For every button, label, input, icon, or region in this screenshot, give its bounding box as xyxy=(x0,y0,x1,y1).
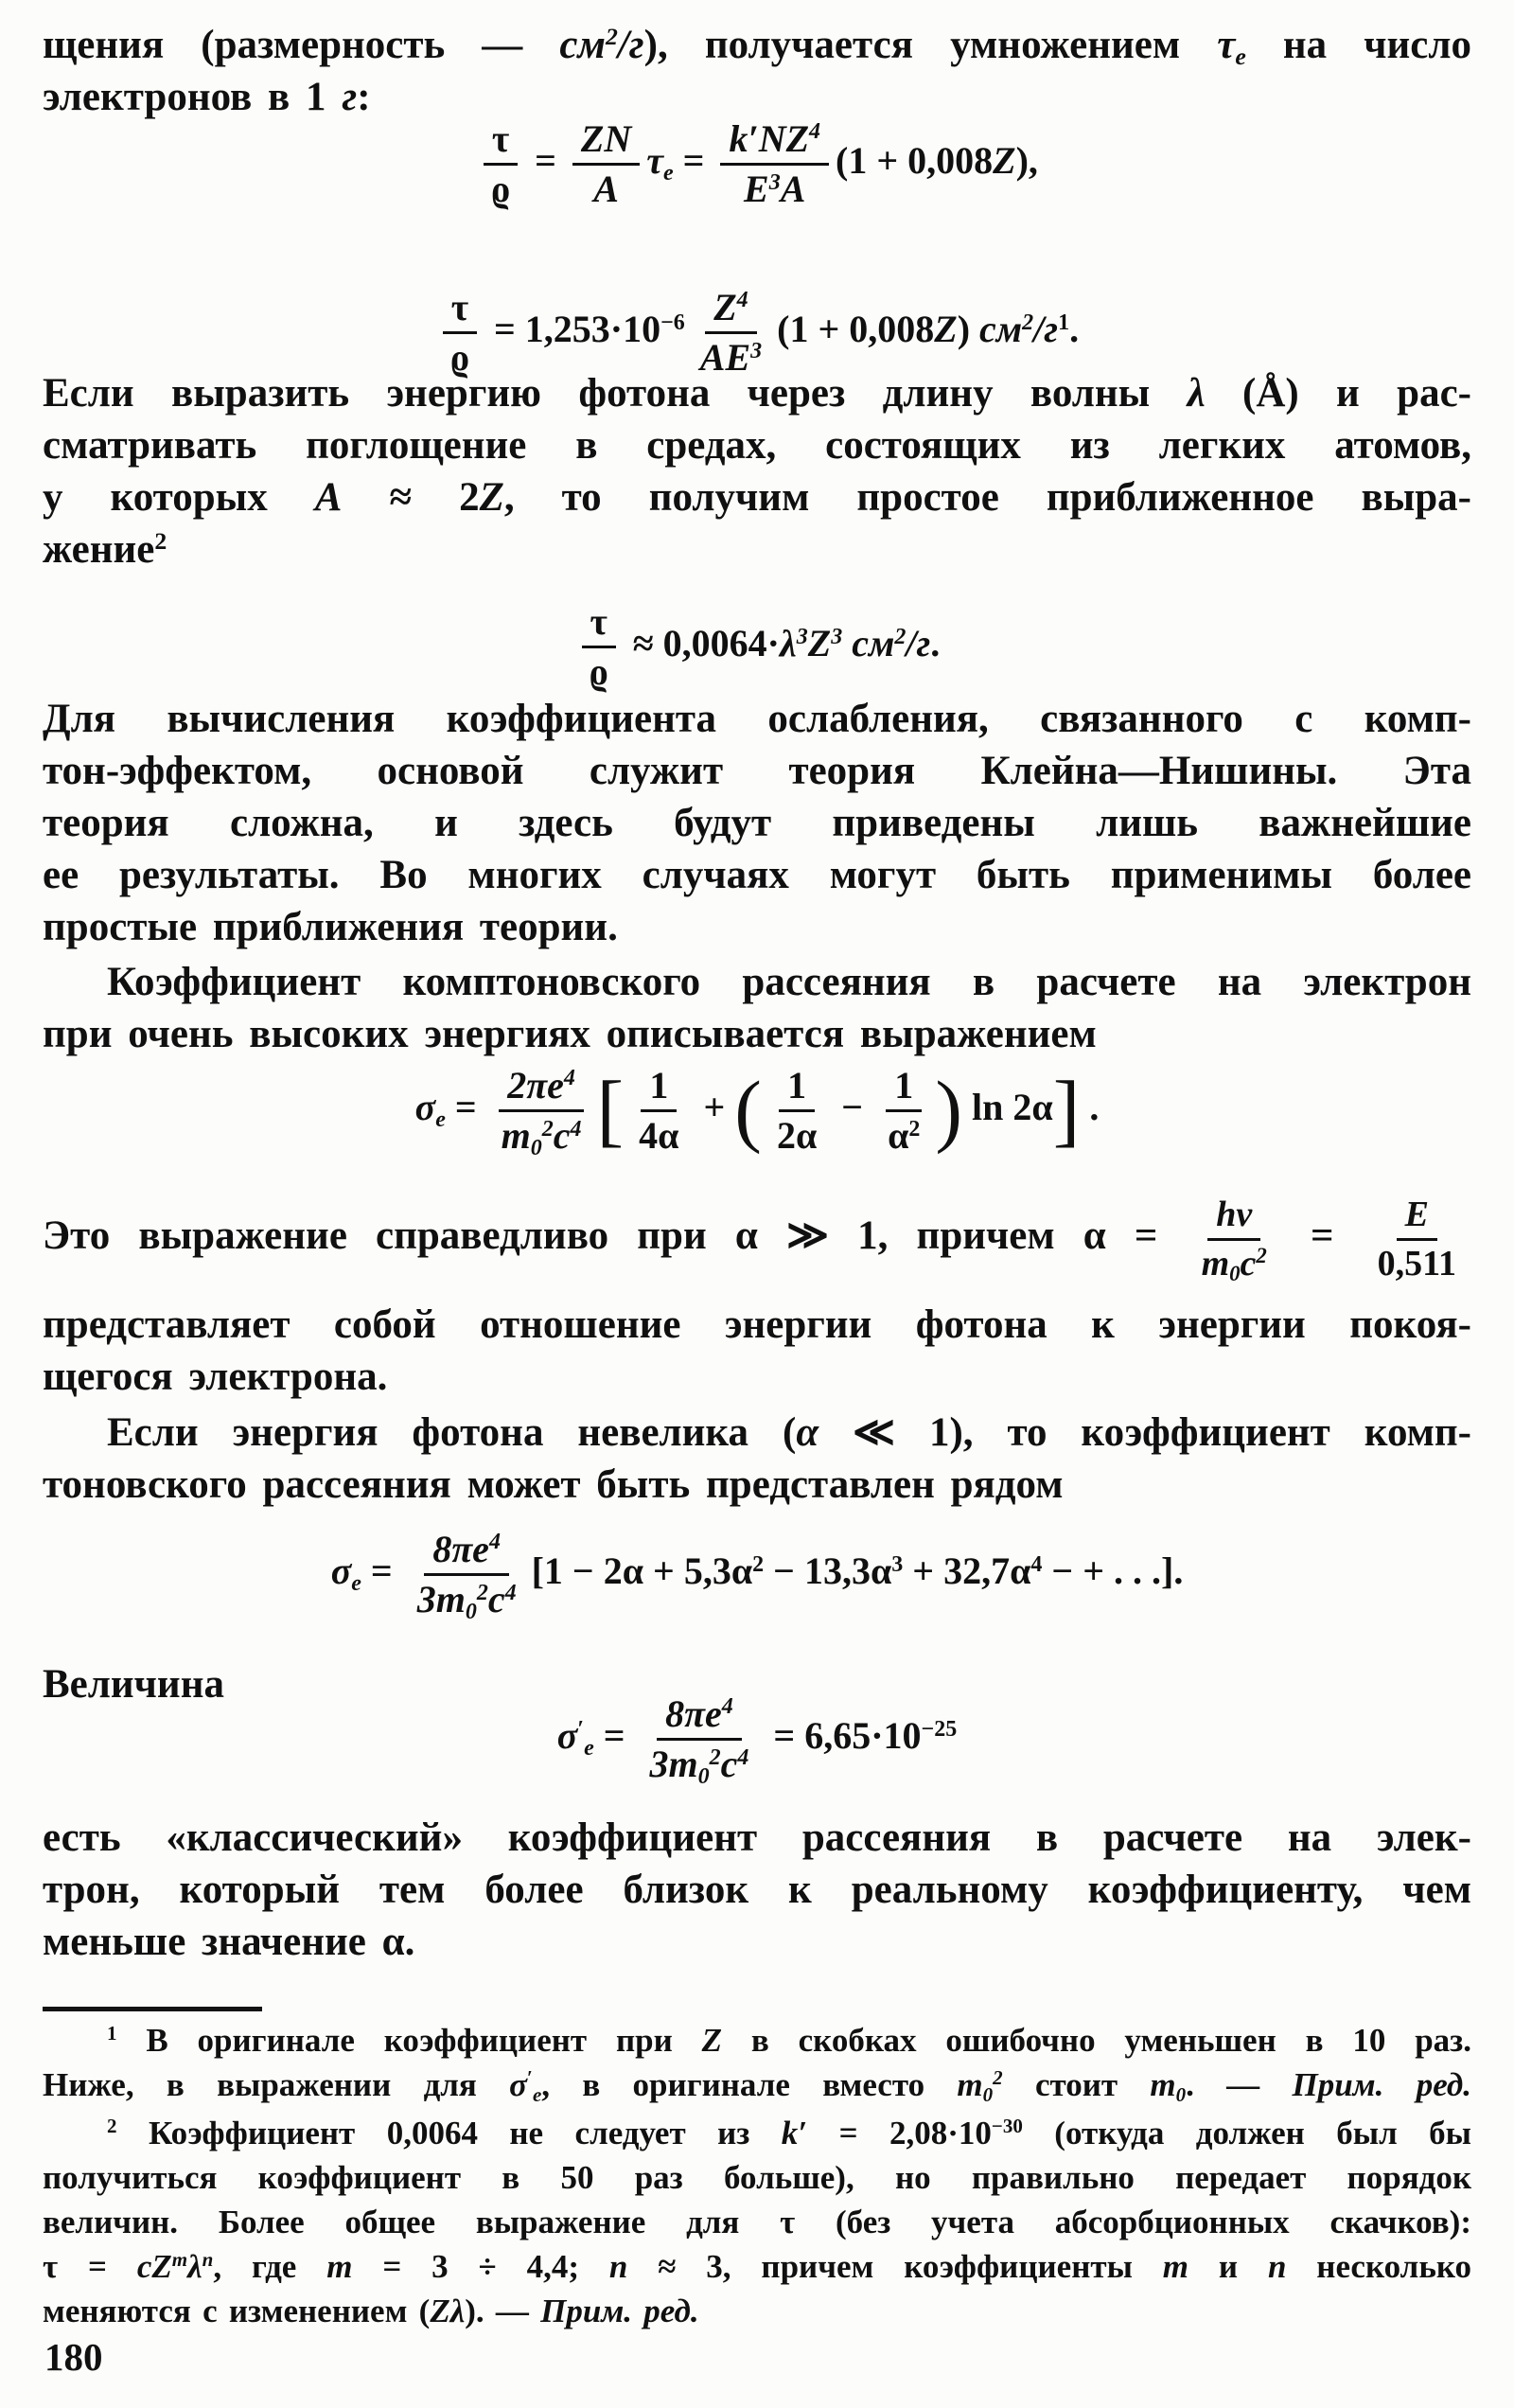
fraction: $\frac{8\pi e^4}{3m0^2c^4}$ xyxy=(416,1527,517,1625)
text-line: Величина xyxy=(43,1662,224,1707)
text-line: получиться коэффициент в 50 раз больше), но правильно передает порядок xyxy=(43,2159,1471,2196)
text-line: меняются с изменением (Zλ). — Прим. ред. xyxy=(43,2293,699,2329)
text-line: Коэффициент комптоновского рассеяния в расчете на электрон xyxy=(107,960,1471,1004)
fraction: $\frac{Z^4}{AE^3}$ xyxy=(699,285,763,380)
text-line: щения (размерность — $см^2/г$), получается умножением τe на число xyxy=(43,22,1471,71)
fraction: $\frac{1}{4\alpha}$ xyxy=(639,1063,679,1158)
text-line: теория сложна, и здесь будут приведены лишь важнейшие xyxy=(43,801,1471,845)
text-line: есть «классический» коэффициент рассеяния в расчете на элек- xyxy=(43,1815,1471,1860)
paragraph-energy-ratio xyxy=(43,1299,1471,1403)
equation-tau-rho-numeric: $\frac{\tau}{ϱ}$ = $1,253\cdot 10^{-6}$ $\frac{Z^4}{AE^3}$ (1 + 0,008Z) $см^2/г^1$. xyxy=(43,280,1471,379)
text-line: при очень высоких энергиях описывается выражением xyxy=(43,1012,1097,1056)
equation-sigma-high-energy: σe = $\frac{2\pi e^4}{m0^2c^4}$ [ $\frac{1}{4\alpha}$ + ( $\frac{1}{2\alpha}$ − $\frac{1}{\alpha^2}$ ) ln 2α] . xyxy=(414,1063,1100,1161)
text-line: $^2$ Коэффициент 0,0064 не следует из $k' = 2,08\cdot 10^{-30}$ (откуда должен был бы xyxy=(107,2115,1471,2151)
footnote-separator xyxy=(43,2007,262,2011)
text-line: тон-эффектом, основой служит теория Клейна—Нишины. Эта xyxy=(43,749,1471,793)
text-line: тоновского рассеяния может быть представлен рядом xyxy=(43,1462,1064,1507)
footnote-1 xyxy=(43,2018,1471,2107)
fraction: $\frac{ZN}{A}$ xyxy=(572,118,640,212)
text-line: щегося электрона. xyxy=(43,1354,388,1399)
text-line: трон, который тем более близок к реальному коэффициенту, чем xyxy=(43,1868,1471,1912)
paragraph-compton-coefficient xyxy=(43,956,1471,1060)
fraction: $\frac{2\pi e^4}{m0^2c^4}$ xyxy=(493,1065,590,1159)
paragraph-classical xyxy=(43,1812,1471,1968)
equation-approximation: $\frac{\tau}{ϱ}$ ≈ $0,0064\cdot\lambda^3Z^3$ $см^2/г$. xyxy=(43,594,1471,693)
equation-tau-rho-full: $\frac{\tau}{ϱ}$ = $\frac{ZN}{A}$ τe = $\frac{k'NZ^4}{E^3A}$ (1 + 0,008Z), xyxy=(43,112,1471,210)
fraction: $\frac{\tau}{ϱ}$ xyxy=(442,287,478,381)
equation-series-expansion: σe = $\frac{8\pi e^4}{3m0^2c^4}$ [$1 - 2\alpha + 5,3\alpha^2 - 13,3\alpha^3 + 32,7\alpha^4$ − + . . .]. xyxy=(330,1527,1184,1625)
text-line: $^1$ В оригинале коэффициент при Z в скобках ошибочно уменьшен в 10 раз. xyxy=(107,2022,1471,2059)
text-line: Для вычисления коэффициента ослабления, связанного с комп- xyxy=(43,697,1471,741)
footnote-2 xyxy=(43,2111,1471,2333)
text-line: меньше значение α. xyxy=(43,1920,415,1964)
page-number: 180 xyxy=(44,2335,103,2379)
fraction: $\frac{1}{2\alpha}$ xyxy=(776,1063,818,1158)
fraction: $\frac{h\nu}{m0c^2}$ xyxy=(1201,1195,1267,1285)
fraction: $\frac{E}{0,511}$ xyxy=(1377,1195,1456,1284)
fraction: $\frac{1}{\alpha^2}$ xyxy=(888,1063,921,1158)
text-line: ее результаты. Во многих случаях могут быть применимы более xyxy=(43,853,1471,897)
fraction: $\frac{\tau}{ϱ}$ xyxy=(483,118,519,212)
paragraph-intro xyxy=(43,19,1471,123)
text-line: величин. Более общее выражение для τ (без учета абсорбционных скачков): xyxy=(43,2204,1471,2240)
text-line: жение$^2$ xyxy=(43,526,167,572)
fraction: $\frac{k'NZ^4}{E^3A}$ xyxy=(720,118,829,212)
fraction: $\frac{8\pi e^4}{3m0^2c^4}$ xyxy=(649,1691,749,1790)
text-line: Если энергия фотона невелика (α ≪ 1), то коэффициент комп- xyxy=(107,1410,1472,1455)
fraction: $\frac{\tau}{ϱ}$ xyxy=(581,601,617,695)
text-line: электронов в 1 г: xyxy=(43,75,371,119)
paragraph-alpha-definition: Это выражение справедливо при α ≫ 1, причем α = $\frac{h\nu}{m0c^2}$ = $\frac{E}{0,511}$ xyxy=(43,1191,1471,1282)
paragraph-wavelength xyxy=(43,367,1471,575)
text-line: $\tau = cZ^m\lambda^n$, где m = 3 ÷ 4,4; n ≈ 3, причем коэффициенты m и n несколько xyxy=(43,2248,1472,2285)
text-line: Если выразить энергию фотона через длину волны λ (Å) и рас- xyxy=(43,371,1471,416)
text-line: сматривать поглощение в средах, состоящих из легких атомов, xyxy=(43,423,1471,468)
text-line: простые приближения теории. xyxy=(43,905,618,949)
text-line: у которых A ≈ 2Z, то получим простое приближенное выра- xyxy=(43,475,1471,520)
equation-classical-value: σ′e = $\frac{8\pi e^4}{3m0^2c^4}$ = $6,65\cdot 10^{-25}$ xyxy=(556,1691,958,1790)
text-line: представляет собой отношение энергии фотона к энергии покоя- xyxy=(43,1302,1471,1347)
paragraph-klein-nishina xyxy=(43,693,1471,953)
paragraph-small-energy xyxy=(43,1407,1471,1511)
text-line: Ниже, в выражении для σ′e, в оригинале вместо $m0^2$ стоит m0. — Прим. ред. xyxy=(43,2066,1471,2106)
